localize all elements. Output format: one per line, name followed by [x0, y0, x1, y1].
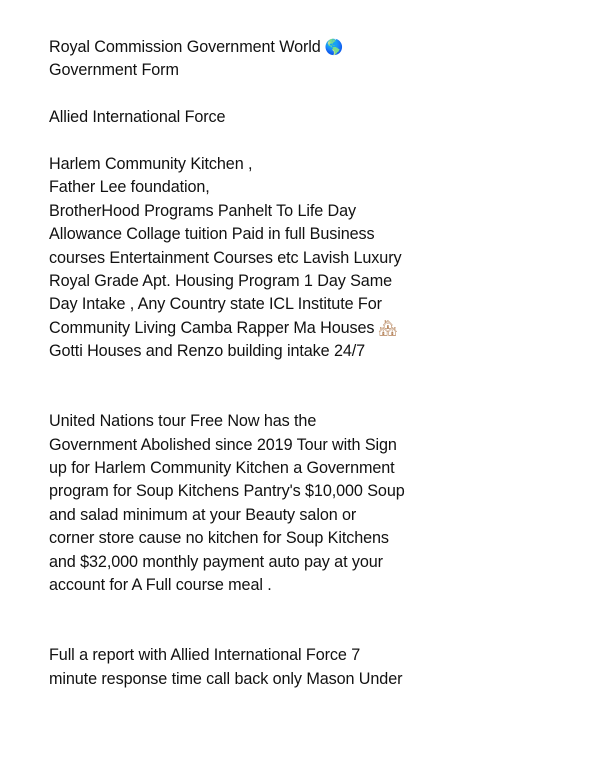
header-title: Royal Commission Government World: [49, 38, 321, 56]
paragraph-2: [49, 410, 409, 597]
spacer: [49, 130, 409, 153]
header-line-1: [49, 36, 409, 59]
paragraph-1-line: Father Lee foundation,: [49, 178, 210, 197]
paragraph-3: [49, 644, 409, 691]
paragraph-1-line: Gotti Houses and Renzo building intake 24/7: [49, 342, 366, 361]
paragraph-2-line: corner store cause no kitchen for Soup Kitchens: [49, 529, 389, 548]
paragraph-1-line: Harlem Community Kitchen ,: [49, 154, 253, 173]
houses-icon: 🏘: [378, 318, 398, 337]
paragraph-2-line: and $32,000 monthly payment auto pay at your: [49, 552, 383, 571]
paragraph-1-line: BrotherHood Programs Panhelt To Life Day: [49, 201, 357, 220]
spacer: [49, 83, 409, 106]
paragraph-1-line: Allowance Collage tuition Paid in full Business: [49, 225, 375, 244]
paragraph-3-line: Full a report with Allied International Force 7: [49, 646, 361, 665]
paragraph-2-line: program for Soup Kitchens Pantry's $10,000 Soup: [49, 482, 405, 501]
paragraph-1-text: Community Living Camba Rapper Ma Houses: [49, 318, 375, 337]
document-header: [49, 36, 409, 83]
paragraph-1-line: Royal Grade Apt. Housing Program 1 Day Same: [49, 271, 392, 290]
paragraph-1-line: Day Intake , Any Country state ICL Institute For: [49, 295, 382, 314]
paragraph-2-line: account for A Full course meal .: [49, 576, 272, 594]
globe-icon: 🌎: [324, 38, 344, 56]
paragraph-2-line: up for Harlem Community Kitchen a Government: [49, 459, 395, 478]
paragraph-2-line: United Nations tour Free Now has the: [49, 412, 317, 431]
paragraph-3-line: minute response time call back only Mason Under: [49, 669, 403, 688]
spacer: [49, 363, 409, 410]
header-line-2: Government Form: [49, 61, 179, 80]
spacer: [49, 597, 409, 644]
paragraph-1-line-with-icon: [49, 317, 409, 340]
paragraph-1: [49, 153, 409, 364]
paragraph-2-line: and salad minimum at your Beauty salon or: [49, 505, 357, 524]
paragraph-1-line: courses Entertainment Courses etc Lavish Luxury: [49, 248, 402, 267]
document-page: [49, 36, 409, 691]
paragraph-2-line: Government Abolished since 2019 Tour with Sign: [49, 435, 397, 454]
organization-name: Allied International Force: [49, 108, 226, 127]
